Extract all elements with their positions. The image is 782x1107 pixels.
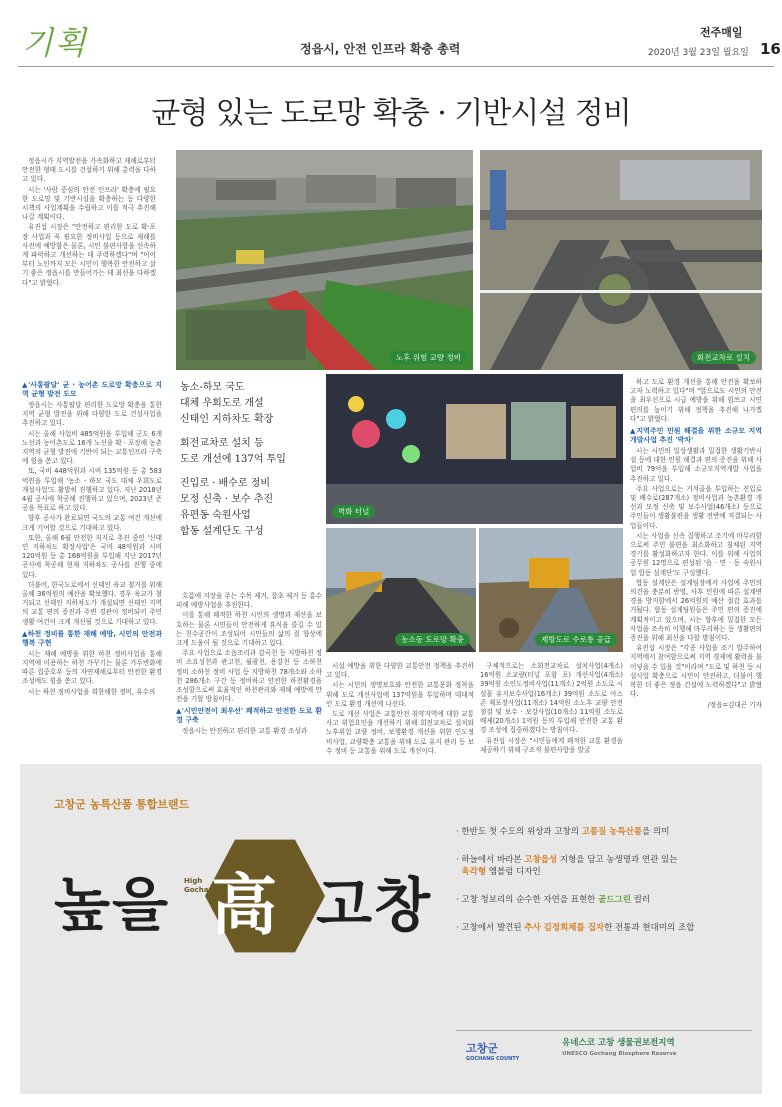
body-paragraph: 하고 도로 환경 개선을 통해 안전을 확보하고자 노력하고 있다"며 "앞으로도 시민의 안전을 최우선으로 시급 예방을 위해 힘쓰고 시민 편의를 높이기 위해 정책을 추진해 나가겠다"고 밝혔다. [630, 378, 762, 423]
body-paragraph: 더불어, 한국도로에서 신태인 육교 철거를 위해 올해 36억원의 예산을 확보했다. 경우 육교가 철거되고 신태인 지하차도가 개설되면 신태인 지역의 교통 편의 증진과 주변 경관이 정비되어 주민 생활 여건이 크게 개선될 것으로 기대하고 있다. [22, 580, 162, 626]
bullet-text: · 하늘에서 바라본 [456, 855, 525, 865]
issue-date: 2020년 3월 23일 월요일 [648, 48, 749, 58]
body-paragraph: 합동 설계단은 설계팀장에서 사업에 주민의 의견을 충분히 반영, 사후 민원에 따른 설계변경을 방지함에서 26억원의 예산 절감 효과를 거뒀다. 합동 설계팀원들은 주민 편의 증진에 계획적이고 있으며, 시는 향후에 밀접한 모든 사업을 조속히 이행해 마무리하는 등 생활편의 증진을 위해 최선을 다할 방침이다. [630, 578, 762, 643]
brand-english [184, 877, 218, 895]
body-paragraph: 정읍시는 안전하고 편리한 교통 환경 조성과 [182, 727, 308, 736]
ad-title: 고창군 농특산품 통합브랜드 [54, 798, 190, 811]
gochang-county-logo [466, 1040, 519, 1062]
bullet-highlight: 육각형 [461, 867, 487, 877]
deck-line: 유편동 숙원사업 [180, 510, 251, 521]
intro-text [22, 157, 156, 289]
bullet-highlight: 고품질 농특산품 [581, 827, 643, 837]
ad-bullet [456, 854, 694, 878]
photo-caption: 제방도로 수로통 공급 [535, 633, 617, 646]
body-paragraph: 시설 예방을 위한 다양한 교통안전 정책을 추진하고 있다. [326, 662, 474, 680]
photo-tunnel-image [326, 374, 623, 524]
article-column-3 [326, 662, 474, 757]
deck-line: 농소-하모 국도 [180, 382, 245, 393]
body-paragraph: 향후 공사가 완료되면 국도의 교통 여건 개선에 크게 기여할 것으로 기대하고 있다. [22, 514, 162, 532]
logo-subtext: GOCHANG COUNTY [466, 1056, 520, 1062]
photo-caption: 회전교차로 설치 [691, 351, 756, 364]
photo-caption: 벽화 터널 [332, 505, 375, 518]
deck-line: 모정 신축 · 보수 추진 [180, 494, 274, 505]
ad-divider [456, 1030, 752, 1031]
byline: /정읍=김대곤 기자 [707, 700, 762, 709]
body-paragraph: 시는 재해 예방을 위한 하천 정비사업을 통해 지역에 이용하는 하천 가꾸기는 물론 가두변화에 따른 집중호우 등의 자연재해로부터 안전한 환경 조성에도 힘을 쏟고 있다. [22, 649, 162, 686]
bullet-text: 을 의미 [642, 827, 670, 837]
bullet-text: 한 전통과 현대미의 조합 [604, 923, 695, 933]
bullet-text: 지형을 담고 농생명과 연관 있는 [557, 855, 678, 865]
photo-roundabout-image [480, 150, 762, 370]
logo-text: 유네스코 고창 생물권보전지역 [562, 1038, 675, 1048]
bullet-text: · 고창 청보리의 순수한 자연을 표현한 [456, 895, 599, 905]
photo-road [326, 528, 476, 652]
body-paragraph: 주요 사업으로 소음조리과 감곡천 등 지방하천 정비 소요성천과 관고천, 월광천, 용강천 등 소하천 정비 소하천 정비 사업 등 지방하천 78개소와 소하천 286개소 구간 등 정비하고 안전한 하천환경을 조성함으로써 효율적인 하천관리와 재해 예방에 만전을 기할 방침이다. [176, 649, 322, 704]
subheading: ▲'사통팔달' 균 · 농어촌 도로망 확충으로 지역 균형 발전 도모 [22, 381, 162, 398]
brand-english-line: Gochang [184, 886, 219, 894]
deck-line: 진입로 · 배수로 정비 [180, 478, 270, 489]
photo-roundabout [480, 150, 762, 370]
photo-tunnel [326, 374, 623, 524]
body-paragraph: 시는 시민의 일상생활과 밀접한 생활기반시설 등에 대한 민원 해결과 편의 증진을 위해 사업비 79억을 투입해 소규모지역개발 사업을 추진하고 있다. [630, 447, 762, 483]
paper-name: 전주매일 [700, 26, 743, 39]
body-paragraph: 도로 개선 사업은 교통안전 취약지역에 대한 교통사고 위험요인을 개선하기 위해 회전교차로 설치와 노후위험 교량 정비, 보행환경 개선을 위한 인도정비사업, 교량확충 교통을 위해 도로 유지 관리 등 보수 정비 등 교통을 위해 도로 개선이다. [326, 710, 474, 755]
deck-line: 도로 개선에 137억 투입 [180, 454, 286, 465]
subheading: ▲'시민안전이 최우선' 쾌적하고 안전한 도로 환경 구축 [176, 707, 322, 725]
article-column-4 [480, 662, 623, 756]
body-paragraph: 이를 통해 쾌적한 하천 시민의 생명과 재산을 보호하는 물론 시민들이 안전하게 휴식을 즐길 수 있는 친수공간이 조성되어 시민들의 삶의 질 향상에 크게 도움이 될 것으로 기대하고 있다. [176, 611, 322, 648]
bullet-highlight: 추사 김정희체를 집자 [524, 923, 605, 933]
body-paragraph: 또한, 올해 6월 안전한 직지로 추진 중인 '신태인 지하차도 확장사업'은 국비 48억원과 시비 120억원 등 총 168억원을 투입해 지난 2017년 공사에 착공해 현재 지하차도 공사를 진행 중에 있다. [22, 533, 162, 579]
body-paragraph: 주요 사업으로는 거석골을 투입하는 진입로 및 배수로(287개소) 정비사업과 농촌환경 개선과 모정 신축 및 보수사업(46개소) 등으로 주민들이 생활불편을 생활 전반에 직결되는 사업들이다. [630, 484, 762, 530]
body-paragraph: 시는 시민의 생명보호와 안전한 교통문화 정착을 위해 도로 개선사업에 137억원을 투입하며 대대적인 도로 환경 개선에 나선다. [326, 681, 474, 708]
photo-caption: 노후 위험 교량 정비 [390, 351, 467, 364]
bullet-highlight: 고창읍성 [524, 855, 558, 865]
body-paragraph: 구체적으로는 소회전교차로 설치사업(4개소) 16억원 소교량(터널 포함 포) 개선사업(4개소) 39억원 소인도정비사업(11개소) 2억원 소도로 시설물 유지보수사업(16개소) 39억원 소도로 아스콘 재포장사업(11개소) 14억원 소노후 교량 안전점검 및 보수 · 보강사업(10개소) 11억원 소도로 배제(20개소) 1억원 등의 투입해 안전한 교통 환경 조성에 집중하겠다는 방침이다. [480, 662, 623, 735]
article-column-2 [176, 592, 322, 738]
bullet-highlight: 골드그린 [598, 895, 631, 905]
intro-paragraph: 유진섭 시장은 "안전하고 편리한 도로 확·포장 사업과 꼭 필요한 정비사업 등으로 재해를 사전에 예방함은 물론, 시민 불편사항을 신속하게 파악하고 개선하는 데 주력하겠다"며 "이어부터 노인까지 모든 시민이 행복한 안전하고 살기 좋은 정읍시를 만들어가는 데 최선을 다하겠다"고 밝혔다. [22, 223, 156, 287]
bullet-text: · 한반도 첫 수도의 위상과 고창의 [456, 827, 582, 837]
photo-bridge-image [176, 150, 473, 370]
bullet-text: · 고창에서 발견된 [456, 923, 525, 933]
header-divider [18, 66, 774, 67]
photo-caption: 농소동 도로망 확충 [395, 633, 470, 646]
ad-bullet [456, 826, 694, 838]
bullet-text: 엠블럼 디자인 [486, 867, 541, 877]
body-paragraph: 시는 하천 정비사업을 위한해한 정비, 유수의 [28, 687, 156, 696]
body-paragraph: 유진섭 시장은 "각종 사업을 조기 발주하여 지역에서 참여함으로써 지역 경제에 활력을 불어넣을 수 있을 것"이라며 "도로 및 하천 등 시설사업 확충으로 시민이 안전하고, 더불어 행복한 더 좋은 정읍 건설에 노력하겠다"고 밝혔다. [630, 644, 762, 699]
unesco-biosphere-logo [562, 1038, 676, 1060]
headline: 균형 있는 도로망 확충 · 기반시설 정비 [151, 96, 631, 131]
ad-bullet [456, 894, 694, 906]
logo-subtext: UNESCO Gochang Biosphere Reserve [562, 1051, 677, 1057]
article-column-5 [630, 378, 762, 711]
body-paragraph: 흐름에 지장을 주는 수목 제거, 잡초 제거 등 홍수 피해 예방사업을 추진한다. [176, 592, 322, 610]
deck-line: 회전교차로 설치 등 [180, 438, 264, 449]
deck-line: 신태인 지하차도 확장 [180, 414, 274, 425]
brand-word-left: 높을 [54, 871, 171, 939]
bullet-text: 컬러 [630, 895, 651, 905]
subheading: ▲지역주민 민원 해결을 위한 소규모 지역 개발사업 추진 '박차' [630, 427, 762, 445]
body-paragraph: 시는 사업을 신속 집행하고 조기에 마무리함으로써 주민 불편을 최소화하고 침체된 지역 경기를 활성화하고자 한다. 이를 위해 사업의 공무원 12명으로 편성된 '읍 · 면 · 동 숙원사업 합동 설계단'도 구성했다. [630, 531, 762, 577]
intro-paragraph: 정읍시가 지역발전을 가속화하고 재해로부터 안전한 형태 도시를 건설하기 위해 총력을 다하고 있다. [22, 157, 156, 184]
photo-waterway [479, 528, 623, 652]
body-paragraph: 유진섭 시장은 "시민들에게 쾌적한 교통 환경을 제공하기 위해 구조적 불편사항을 발굴 [480, 736, 623, 754]
article-column-1 [22, 378, 162, 698]
page-number: 16 [760, 40, 781, 58]
photo-bridge [176, 150, 473, 370]
section-logo: 기획 [22, 24, 88, 62]
section-title: 정읍시, 안전 인프라 확충 총력 [300, 42, 461, 56]
subheading: ▲하천 정비를 통한 재해 예방, 시민의 안전과 행복 구현 [22, 629, 162, 647]
brand-english-line: High [184, 877, 203, 885]
logo-text: 고창군 [466, 1042, 498, 1055]
deck-line: 대체 우회도로 개설 [180, 398, 264, 409]
brand-hanja: 高 [211, 866, 277, 944]
body-paragraph: 또, 국비 448억원과 시비 135억원 등 총 583억원을 투입해 '농소 - 하모 국도 대체 우회도로 개설사업'도 활발히 진행하고 있다. 지난 2018년 4월 공사에 착공해 진행하고 있으며, 2023년 준공을 목표로 하고 있다. [22, 467, 162, 513]
brand-word-right: 고창 [316, 871, 433, 939]
deck-summary [180, 380, 320, 548]
ad-bullets [456, 826, 694, 950]
ad-bullet [456, 922, 694, 934]
body-paragraph: 정읍시는 사통팔달 편리한 도로망 확충을 통한 지역 균형 발전을 위해 다양한 도로 건설사업을 추진하고 있다. [22, 401, 162, 428]
body-paragraph: 시는 올해 사업비 485억원을 투입해 군도 6개 노선과 농어촌도로 16개 노선을 확 · 포장해 농촌 지역의 균형 발전에 기반이 되는 교통인프라 구축에 힘을 쏟고 있다. [22, 429, 162, 466]
intro-paragraph: 시는 '사람 중심의 안전 인프라' 확충에 필요한 도로망 및 기반시설을 확충하는 등 다양한 시책의 사업계획을 수립하고 이를 적극 추진해나갈 계획이다. [22, 185, 156, 222]
deck-line: 합동 설계단도 구성 [180, 526, 264, 537]
